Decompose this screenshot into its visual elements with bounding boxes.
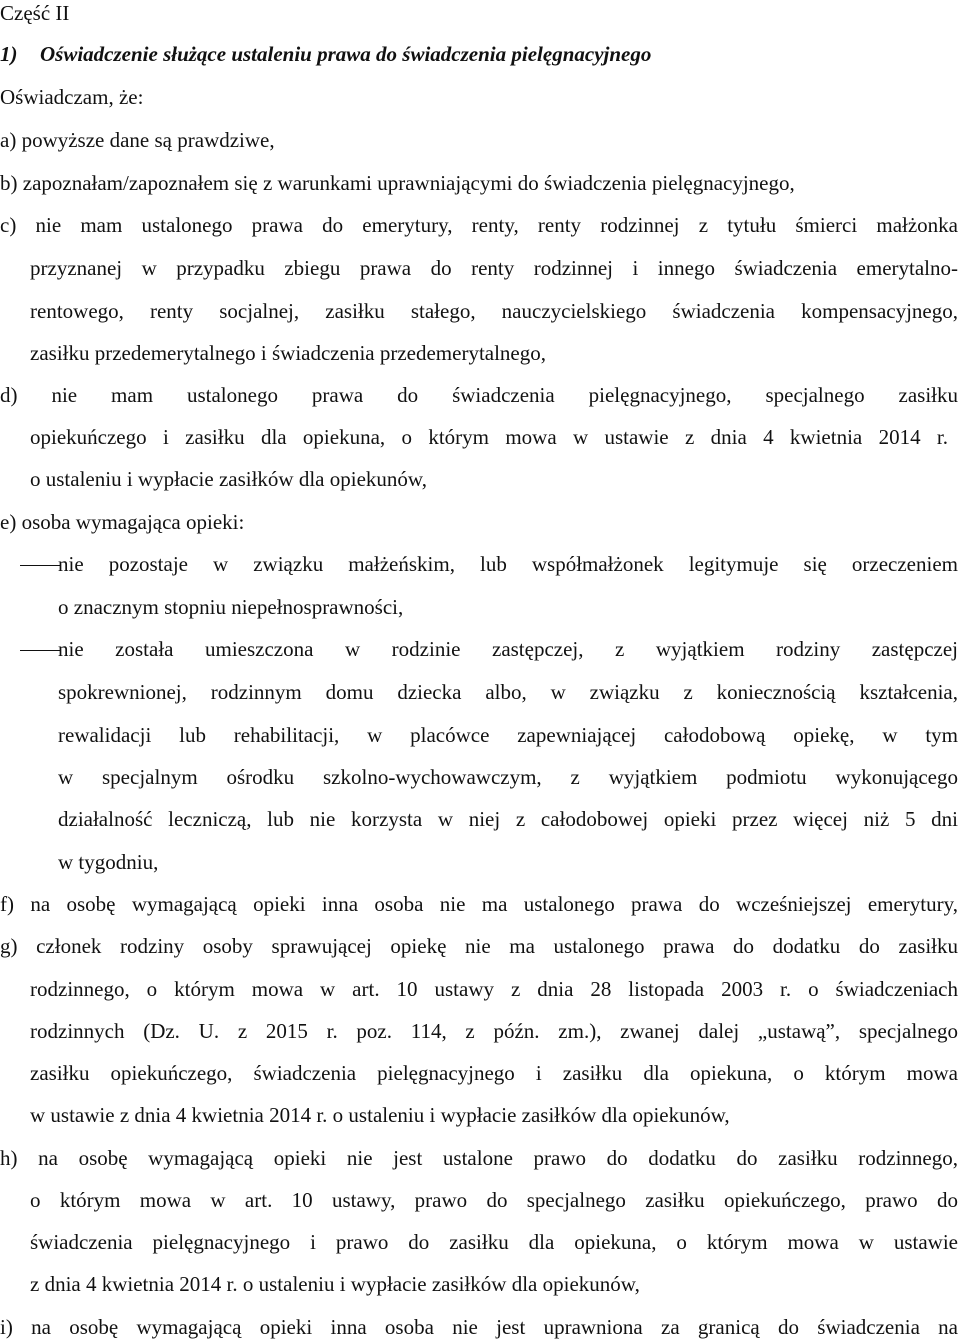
item-d-line: opiekuńczego i zasiłku dla opiekuna, o którym mowa w ustawie z dnia 4 kwietnia 2014 r. xyxy=(30,425,948,449)
item-h-line: z dnia 4 kwietnia 2014 r. o ustaleniu i wypłacie zasiłków dla opiekunów, xyxy=(30,1272,640,1296)
item-c-line: c) nie mam ustalonego prawa do emerytury, renty, renty rodzinnej z tytułu śmierci małżonka xyxy=(0,213,958,237)
dash-bullet xyxy=(20,650,60,651)
item-e-line: w specjalnym ośrodku szkolno-wychowawczym, z wyjątkiem podmiotu wykonującego xyxy=(58,765,958,789)
item-e-line: e) osoba wymagająca opieki: xyxy=(0,510,245,534)
item-h-line: o którym mowa w art. 10 ustawy, prawo do specjalnego zasiłku opiekuńczego, prawo do xyxy=(30,1188,958,1212)
heading-text: Oświadczenie służące ustaleniu prawa do świadczenia pielęgnacyjnego xyxy=(40,42,652,66)
section-heading xyxy=(0,41,651,67)
item-f-line: f) na osobę wymagającą opieki inna osoba nie ma ustalonego prawa do wcześniejszej emerytury, xyxy=(0,892,958,916)
item-g-line: w ustawie z dnia 4 kwietnia 2014 r. o ustaleniu i wypłacie zasiłków dla opiekunów, xyxy=(30,1103,730,1127)
item-g-line: g) członek rodziny osoby sprawującej opiekę nie ma ustalonego prawa do dodatku do zasiłku xyxy=(0,934,958,958)
item-b-line: b) zapoznałam/zapoznałem się z warunkami uprawniającymi do świadczenia pielęgnacyjnego, xyxy=(0,171,795,195)
item-e-line: spokrewnionej, rodzinnym domu dziecka albo, w związku z koniecznością kształcenia, xyxy=(58,680,958,704)
item-c-line: przyznanej w przypadku zbiegu prawa do renty rodzinnej i innego świadczenia emerytalno- xyxy=(30,256,958,280)
item-c-line: rentowego, renty socjalnej, zasiłku stałego, nauczycielskiego świadczenia kompensacyjnego, xyxy=(30,299,958,323)
item-d-line: d) nie mam ustalonego prawa do świadczenia pielęgnacyjnego, specjalnego zasiłku xyxy=(0,383,958,407)
item-a-line: a) powyższe dane są prawdziwe, xyxy=(0,128,275,152)
item-e-line: działalność leczniczą, lub nie korzysta w niej z całodobowej opieki przez więcej niż 5 dni xyxy=(58,807,958,831)
item-e-line: w tygodniu, xyxy=(58,850,159,874)
item-h-line: h) na osobę wymagającą opieki nie jest ustalone prawo do dodatku do zasiłku rodzinnego, xyxy=(0,1146,958,1170)
item-d-line: o ustaleniu i wypłacie zasiłków dla opiekunów, xyxy=(30,467,427,491)
item-h-line: świadczenia pielęgnacyjnego i prawo do zasiłku dla opiekuna, o którym mowa w ustawie xyxy=(30,1230,958,1254)
item-g-line: rodzinnego, o którym mowa w art. 10 ustawy z dnia 28 listopada 2003 r. o świadczeniach xyxy=(30,977,958,1001)
intro-text: Oświadczam, że: xyxy=(0,85,144,109)
section-title: Część II xyxy=(0,1,70,25)
dash-bullet xyxy=(20,565,60,566)
heading-number: 1) xyxy=(0,42,18,66)
item-g-line: rodzinnych (Dz. U. z 2015 r. poz. 114, z późn. zm.), zwanej dalej „ustawą”, specjalnego xyxy=(30,1019,958,1043)
item-e-line: o znacznym stopniu niepełnosprawności, xyxy=(58,595,404,619)
item-e-line: nie pozostaje w związku małżeńskim, lub współmałżonek legitymuje się orzeczeniem xyxy=(58,552,958,576)
item-e-line: rewalidacji lub rehabilitacji, w placówce zapewniającej całodobową opiekę, w tym xyxy=(58,723,958,747)
item-i-line: i) na osobę wymagającą opieki inna osoba nie jest uprawniona za granicą do świadczenia na xyxy=(0,1315,958,1339)
item-g-line: zasiłku opiekuńczego, świadczenia pielęgnacyjnego i zasiłku dla opiekuna, o którym mowa xyxy=(30,1061,958,1085)
item-e-line: nie została umieszczona w rodzinie zastępczej, z wyjątkiem rodziny zastępczej xyxy=(58,637,958,661)
item-c-line: zasiłku przedemerytalnego i świadczenia przedemerytalnego, xyxy=(30,341,547,365)
